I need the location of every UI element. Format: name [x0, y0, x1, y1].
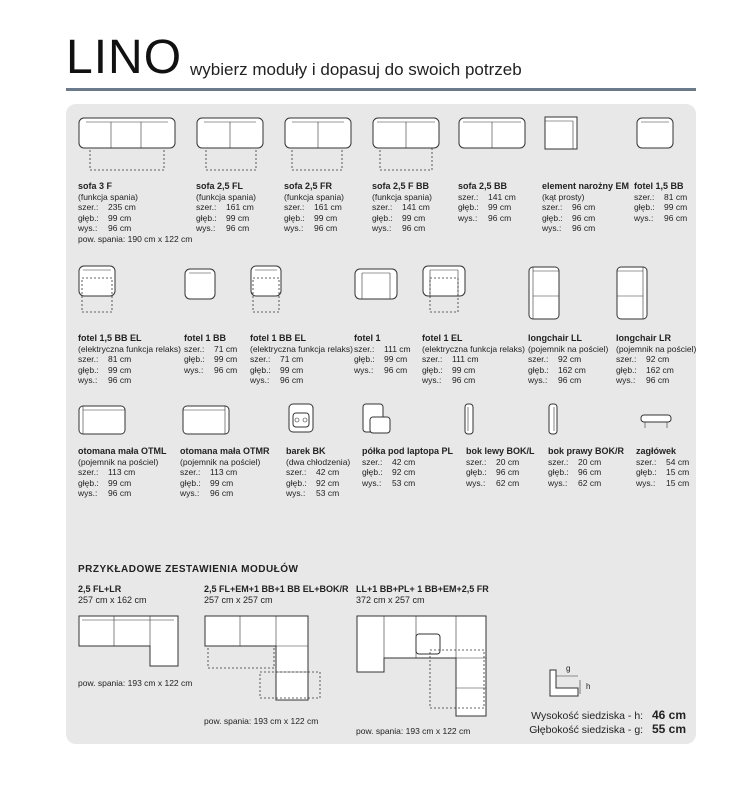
module-card: sofa 2,5 FR (funkcja spania) szer.: 161 cm głęb.: 99 cm wys.: 96 cm: [284, 181, 345, 234]
module-card: barek BK (dwa chłodzenia) szer.: 42 cm głęb.: 92 cm wys.: 53 cm: [286, 446, 351, 499]
armchair-1-icon: [354, 268, 400, 302]
ottoman-otmr-icon: [182, 405, 232, 437]
module-card: longchair LR (pojemnik na pościel) szer.: 92 cm głęb.: 162 cm wys.: 96 cm: [616, 333, 697, 386]
sofa-2-5-fl-icon: [196, 116, 266, 172]
headrest-icon: [640, 414, 674, 430]
header-rule: [66, 88, 696, 91]
longchair-ll-icon: [528, 266, 562, 322]
module-note: (funkcja spania): [78, 191, 139, 202]
example-1-sleep: pow. spania: 193 cm x 122 cm: [78, 678, 193, 688]
sofa-2-5-f-bb-icon: [372, 116, 442, 172]
module-card: otomana mała OTML (pojemnik na pościel) szer.: 113 cm głęb.: 99 cm wys.: 96 cm: [78, 446, 167, 499]
sofa-2-5-fr-icon: [284, 116, 354, 172]
module-card: element narożny EM (kąt prosty) szer.: 96 cm głęb.: 96 cm wys.: 96 cm: [542, 181, 630, 234]
armchair-1-5-bb-el-icon: [78, 264, 118, 316]
example-3: LL+1 BB+PL+ 1 BB+EM+2,5 FR 372 cm x 257 cm: [356, 584, 489, 605]
example-2: 2,5 FL+EM+1 BB+1 BB EL+BOK/R 257 cm x 257 cm: [204, 584, 349, 605]
module-card: fotel 1 szer.: 111 cm głęb.: 99 cm wys.: 96 cm: [354, 333, 411, 375]
module-card: półka pod laptopa PL szer.: 42 cm głęb.: 92 cm wys.: 53 cm: [362, 446, 454, 488]
module-card: fotel 1,5 BB szer.: 81 cm głęb.: 99 cm wys.: 96 cm: [634, 181, 688, 223]
module-card: fotel 1 EL (elektryczna funkcja relaks) szer.: 111 cm głęb.: 99 cm wys.: 96 cm: [422, 333, 525, 386]
example-1: 2,5 FL+LR 257 cm x 162 cm: [78, 584, 147, 605]
module-card: fotel 1 BB szer.: 71 cm głęb.: 99 cm wys.: 96 cm: [184, 333, 238, 375]
seat-h-marker: h: [586, 682, 591, 691]
laptop-shelf-pl-icon: [362, 403, 394, 437]
armchair-1-bb-el-icon: [250, 264, 284, 316]
module-card: sofa 2,5 BB szer.: 141 cm głęb.: 99 cm wys.: 96 cm: [458, 181, 516, 223]
example-3-layout-icon: [356, 612, 490, 720]
module-card: sofa 2,5 F BB (funkcja spania) szer.: 141 cm głęb.: 99 cm wys.: 96 cm: [372, 181, 433, 234]
example-3-sleep: pow. spania: 193 cm x 122 cm: [356, 726, 471, 736]
corner-em-icon: [544, 116, 580, 152]
module-card: bok prawy BOK/R szer.: 20 cm głęb.: 96 cm wys.: 62 cm: [548, 446, 625, 488]
example-2-layout-icon: [204, 612, 330, 704]
module-card: bok lewy BOK/L szer.: 20 cm głęb.: 96 cm wys.: 62 cm: [466, 446, 535, 488]
seat-height-row: Wysokość siedziska - h: 46 cm: [531, 708, 686, 722]
seat-depth-row: Głębokość siedziska - g: 55 cm: [529, 722, 686, 736]
armrest-bok-r-icon: [548, 403, 560, 437]
module-name: sofa 3 F: [78, 181, 113, 191]
module-card: fotel 1,5 BB EL (elektryczna funkcja relaks) szer.: 81 cm głęb.: 99 cm wys.: 96 cm: [78, 333, 181, 386]
module-card: zagłówek szer.: 54 cm głęb.: 15 cm wys.: 15 cm: [636, 446, 690, 488]
module-card: otomana mała OTMR (pojemnik na pościel) szer.: 113 cm głęb.: 99 cm wys.: 96 cm: [180, 446, 270, 499]
ottoman-otml-icon: [78, 405, 128, 437]
seat-g-marker: g: [566, 664, 571, 673]
module-card: fotel 1 BB EL (elektryczna funkcja relaks) szer.: 71 cm głęb.: 99 cm wys.: 96 cm: [250, 333, 353, 386]
bar-bk-icon: [288, 403, 316, 435]
sofa-2-5-bb-icon: [458, 116, 528, 152]
example-2-sleep: pow. spania: 193 cm x 122 cm: [204, 716, 319, 726]
brand-logo: LINO: [66, 31, 183, 84]
armchair-1-bb-icon: [184, 268, 218, 302]
armchair-1-5-bb-icon: [636, 116, 676, 152]
module-card: sofa 2,5 FL (funkcja spania) szer.: 161 cm głęb.: 99 cm wys.: 96 cm: [196, 181, 257, 234]
armrest-bok-l-icon: [464, 403, 476, 437]
sofa-3f-icon: [78, 116, 178, 172]
module-card: sofa 3 F (funkcja spania) szer.: 235 cm głęb.: 99 cm wys.: 96 cm pow. spania: 190 cm x 122 cm: [78, 181, 193, 244]
tagline: wybierz moduły i dopasuj do swoich potrzeb: [190, 60, 522, 79]
longchair-lr-icon: [616, 266, 650, 322]
example-1-layout-icon: [78, 612, 182, 670]
armchair-1-el-icon: [422, 264, 468, 316]
examples-title: PRZYKŁADOWE ZESTAWIENIA MODUŁÓW: [78, 564, 299, 575]
module-card: longchair LL (pojemnik na pościel) szer.: 92 cm głęb.: 162 cm wys.: 96 cm: [528, 333, 609, 386]
